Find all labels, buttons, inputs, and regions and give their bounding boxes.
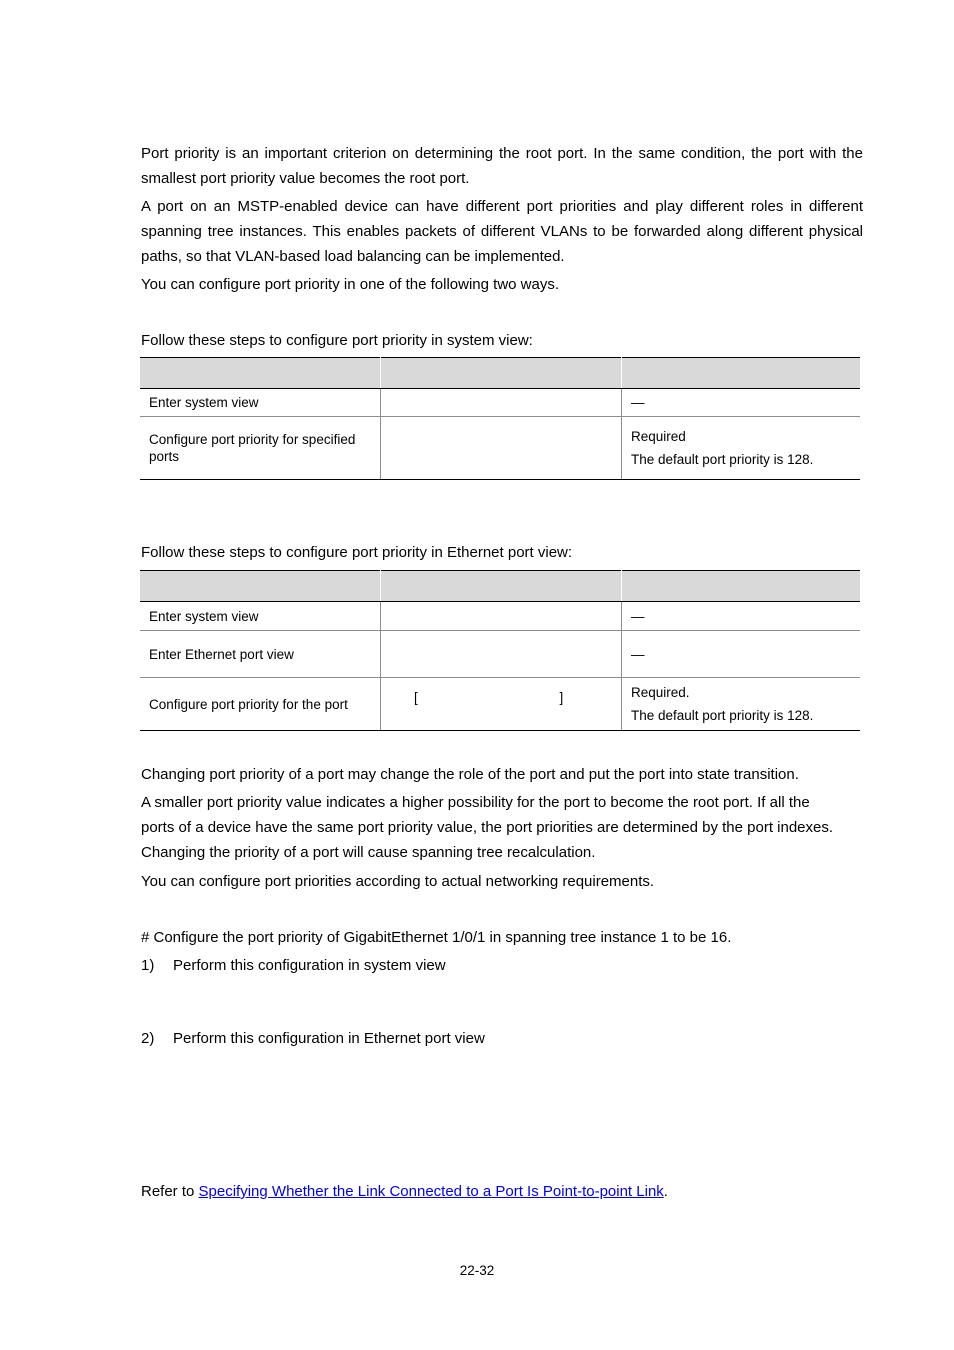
refer-suffix: . [663,1183,668,1200]
note-paragraph-1: Changing port priority of a port may change the role of the port and put the port into state transition. [141,766,799,783]
table-header-row [140,571,860,602]
refer-prefix: Refer to [141,1183,199,1200]
command-bracket-open: [ [414,689,418,705]
note-line-3: Changing the priority of a port will cause spanning tree recalculation. [141,844,596,861]
example-intro: # Configure the port priority of GigabitEthernet 1/0/1 in spanning tree instance 1 to be 16. [141,929,732,946]
step-number: 1) [141,957,155,974]
operation-cell: Enter system view [140,602,381,631]
note-paragraph-3: You can configure port priorities according to actual networking requirements. [141,873,655,890]
ethernet-port-view-steps-table [140,570,860,731]
step-text: Perform this configuration in Ethernet port view [173,1030,485,1047]
command-cell [381,389,622,417]
command-cell [381,678,622,731]
table-row [140,631,860,678]
point-to-point-link[interactable]: Specifying Whether the Link Connected to a Port Is Point-to-point Link [198,1183,664,1200]
note-line-1: A smaller port priority value indicates a higher possibility for the port to become the root port. If all the [141,794,810,811]
step-number: 2) [141,1030,155,1047]
table-row [140,417,860,480]
header-cell [140,358,381,389]
remarks-cell [622,417,861,480]
remark-default: The default port priority is 128. [631,708,814,723]
table-row [140,678,860,731]
remark-required: Required. [631,685,690,700]
operation-cell: Configure port priority for specified ports [140,417,381,480]
remarks-cell: — [622,631,861,678]
remarks-cell: — [622,602,861,631]
note-paragraph-2 [141,790,881,865]
command-cell [381,631,622,678]
remarks-cell: — [622,389,861,417]
header-cell [381,571,622,602]
example-step-2 [141,1026,863,1051]
operation-cell: Enter Ethernet port view [140,631,381,678]
table2-caption: Follow these steps to configure port priority in Ethernet port view: [141,544,573,561]
header-cell [140,571,381,602]
command-bracket-close: ] [559,689,564,705]
intro-paragraph-3: You can configure port priority in one of the following two ways. [141,276,560,293]
refer-paragraph [141,1179,863,1204]
note-line-2: ports of a device have the same port priority value, the port priorities are determined by the port indexes. [141,819,834,836]
intro-paragraph-2: A port on an MSTP-enabled device can have different port priorities and play different roles in different spanning tree instances. This enables packets of different VLANs to be forwarded along different physical paths, so that VLAN-based load balancing can be implemented. [141,198,863,265]
remarks-cell [622,678,861,731]
example-step-1 [141,953,863,978]
table-row [140,602,860,631]
operation-cell: Enter system view [140,389,381,417]
header-cell [622,571,861,602]
table-header-row [140,358,860,389]
table-row [140,389,860,417]
header-cell [381,358,622,389]
remark-default: The default port priority is 128. [631,452,814,467]
system-view-steps-table [140,357,860,480]
operation-cell: Configure port priority for the port [140,678,381,731]
page-number: 22-32 [459,1263,495,1278]
header-cell [622,358,861,389]
step-text: Perform this configuration in system view [173,957,446,974]
remark-required: Required [631,429,686,444]
intro-paragraph-1: Port priority is an important criterion on determining the root port. In the same condition, the port with the smallest port priority value becomes the root port. [141,145,863,187]
table1-caption: Follow these steps to configure port priority in system view: [141,332,533,349]
command-cell [381,602,622,631]
command-cell [381,417,622,480]
